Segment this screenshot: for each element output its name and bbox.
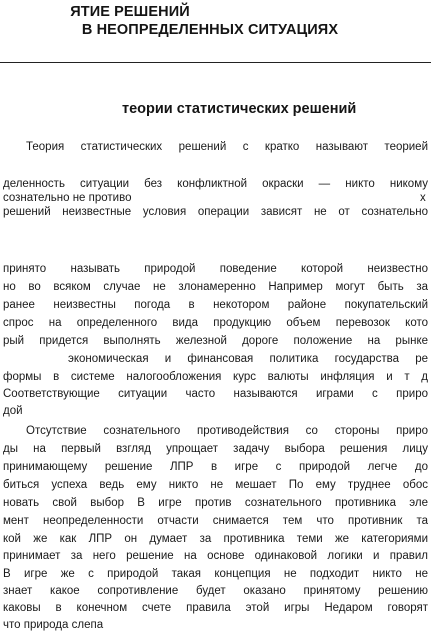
paragraph-line: но во всяком случае не злонамеренно Например могут быть за (3, 281, 428, 293)
paragraph-line: формы в системе налогообложения курс валюты инфляция и т д (3, 371, 428, 383)
section-subtitle: теории статистических решений (122, 101, 357, 117)
paragraph-line: В игре же с природой такая концепция не подходит никто не (3, 568, 428, 580)
paragraph-line: кой же как ЛПР он думает за противника теми же категориями (3, 533, 428, 545)
paragraph-line: принимает за него решение на основе одинаковой логики и правил (3, 550, 428, 562)
paragraph-line: спрос на определенного вида продукцию объем перевозок кото (3, 317, 428, 329)
paragraph-line: х (420, 192, 426, 204)
page-title-line-1: ЯТИЕ РЕШЕНИЙ (70, 4, 190, 20)
paragraph-line: каковы в конечном счете правила этой игры Недаром говорят (3, 602, 428, 614)
paragraph-line: знает какое сопротивление будет оказано принятому решению (3, 585, 428, 597)
paragraph-line: принимающему решение ЛПР в игре с природой легче до (3, 461, 428, 473)
paragraph-line: сознательно не противо (3, 192, 132, 204)
paragraph-line: экономическая и финансовая политика государства ре (68, 353, 428, 365)
paragraph-line: решений неизвестные условия операции зависят не от сознательно (3, 206, 428, 218)
paragraph-line: что природа слепа (3, 619, 104, 631)
header-divider (0, 62, 431, 63)
paragraph-line: биться успеха ведь ему никто не мешает По ему труднее обос (3, 479, 428, 491)
paragraph-line: новать свой выбор В игре против сознательного противника эле (3, 497, 428, 509)
paragraph-line: ранее неизвестны погода в некотором районе покупательский (3, 299, 428, 311)
paragraph-line: рый придется выполнять железной дороге положение на рынке (3, 335, 428, 347)
paragraph-line: мент неопределенности отчасти снимается тем что противник та (3, 515, 428, 527)
paragraph-line: деленность ситуации без конфликтной окраски — никто никому (3, 178, 428, 190)
paragraph-line: ды на первый взгляд упрощает задачу выбора решения лицу (3, 443, 428, 455)
paragraph-line: Отсутствие сознательного противодействия со стороны приро (26, 425, 428, 437)
paragraph-line: принято называть природой поведение которой неизвестно (3, 263, 428, 275)
paragraph-line: Соответствующие ситуации часто называются играми с приро (3, 388, 428, 400)
page-title-line-2: В НЕОПРЕДЕЛЕННЫХ СИТУАЦИЯХ (81, 22, 339, 38)
paragraph-line: дой (3, 405, 23, 417)
paragraph-line: Теория статистических решений с кратко называют теорией (26, 141, 428, 153)
